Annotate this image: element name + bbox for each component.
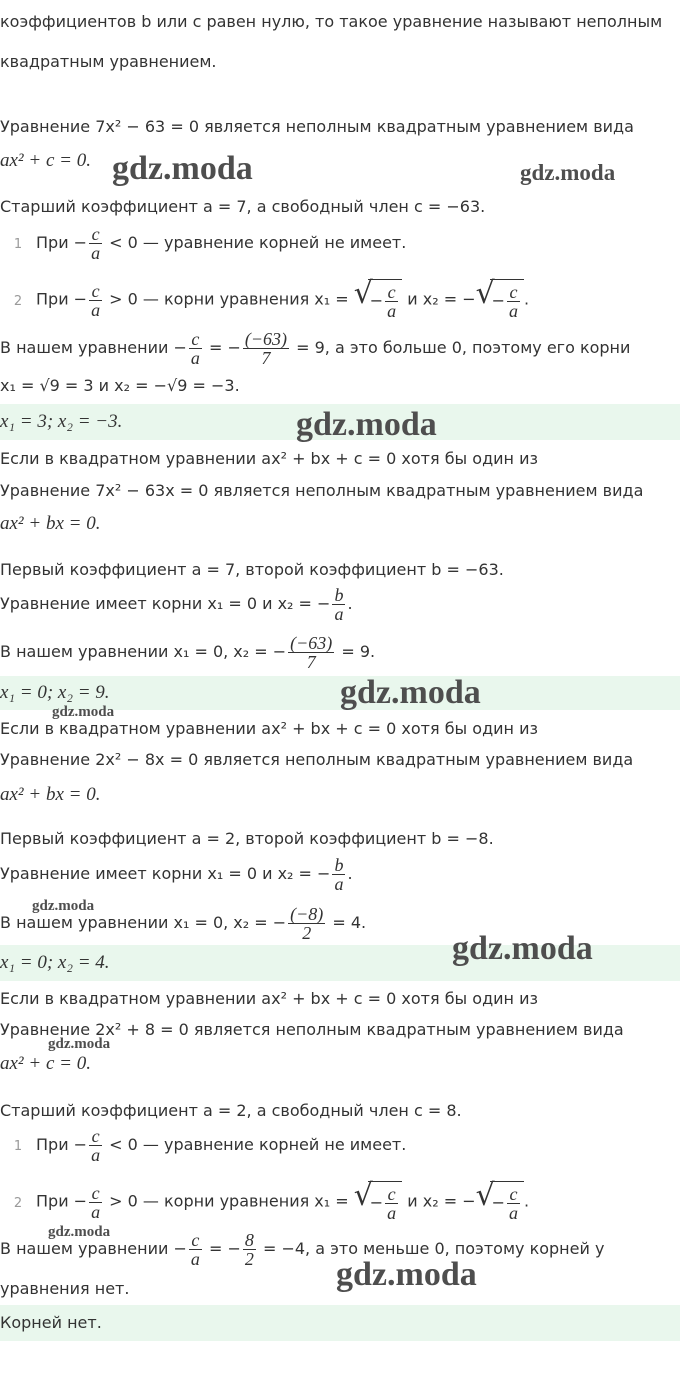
task1-equation-line: Уравнение 7x² − 63 = 0 является неполным квадратным уравнением вида [0,117,634,136]
task2-calculation: В нашем уравнении x₁ = 0, x₂ = − $\frac{(-63)}{7}$ = 9. [0,633,376,672]
task4-item-2: 2 При − $\frac{c}{a}$ > 0 — корни уравнения x₁ = √ − $\frac{c}{a}$ и x₂ = −√ − $\frac{c}{a}$ . [0,1181,529,1224]
square-root: √ − $\frac{c}{a}$ [490,279,524,321]
task1-roots: x₁ = √9 = 3 и x₂ = −√9 = −3. [0,376,240,395]
watermark: gdz.moda [112,150,253,187]
list-number: 2 [13,1195,23,1211]
task1-form: ax² + c = 0. [0,150,91,171]
watermark: gdz.moda [296,406,437,443]
watermark: gdz.moda [520,160,616,185]
list-number: 1 [13,1139,23,1154]
task1-coefficients: Старший коэффициент a = 7, а свободный член c = −63. [0,197,486,216]
task1-answer: x₁ = 3; x₂ = −3. [0,411,123,432]
fraction: $\frac{c}{a}$ [91,280,101,320]
watermark: gdz.moda [48,1036,111,1052]
watermark: gdz.moda [340,674,481,711]
list-number: 1 [13,237,23,252]
watermark: gdz.moda [52,704,115,720]
fraction: $\frac{c}{a}$ [91,224,101,263]
task2-equation-line: Уравнение 7x² − 63x = 0 является неполным квадратным уравнением вида [0,481,644,500]
task4-calculation: В нашем уравнении − $\frac{c}{a}$ = − $\frac{8}{2}$ = −4, а это меньше 0, поэтому корней у [0,1230,605,1269]
task4-answer-box [0,1305,680,1341]
task3-answer: x₁ = 0; x₂ = 4. [0,952,110,973]
task4-item-1: 1 При − $\frac{c}{a}$ < 0 — уравнение корней не имеет. [0,1126,406,1166]
task4-form: ax² + c = 0. [0,1053,91,1074]
intro-line-1: коэффициентов b или c равен нулю, то такое уравнение называют неполным [0,12,663,31]
task1-calculation: В нашем уравнении − $\frac{c}{a}$ = − $\frac{(-63)}{7}$ = 9, а это больше 0, поэтому его корни [0,329,631,368]
intro-line-2: квадратным уравнением. [0,52,217,71]
square-root: √ − $\frac{c}{a}$ [368,1181,402,1223]
task4-equation-line: Уравнение 2x² + 8 = 0 является неполным квадратным уравнением вида [0,1020,624,1039]
watermark: gdz.moda [336,1256,477,1293]
task1-item-1: 1 При − $\frac{c}{a}$ < 0 — уравнение корней не имеет. [0,224,406,264]
task2-form: ax² + bx = 0. [0,513,101,534]
task3-form: ax² + bx = 0. [0,784,101,805]
task4-calculation-line-2: уравнения нет. [0,1279,130,1298]
task3-coefficients: Первый коэффициент a = 2, второй коэффициент b = −8. [0,829,494,848]
task1-item-2: 2 При − $\frac{c}{a}$ > 0 — корни уравнения x₁ = √ − $\frac{c}{a}$ и x₂ = −√ − $\frac{c}{a}$ . [0,279,529,322]
square-root: √ − $\frac{c}{a}$ [490,1181,524,1223]
square-root: √ − $\frac{c}{a}$ [368,279,402,321]
watermark: gdz.moda [32,898,95,914]
task2-answer: x₁ = 0; x₂ = 9. [0,682,110,703]
task3-calculation: В нашем уравнении x₁ = 0, x₂ = − $\frac{(-8)}{2}$ = 4. [0,904,367,943]
task2-roots: Уравнение имеет корни x₁ = 0 и x₂ = − $\frac{b}{a}$ . [0,585,353,624]
task4-answer: Корней нет. [0,1313,102,1332]
watermark: gdz.moda [48,1224,111,1240]
list-number: 2 [13,293,23,309]
watermark: gdz.moda [452,930,593,967]
fraction: $\frac{c}{a}$ [91,1182,101,1222]
task2-coefficients: Первый коэффициент a = 7, второй коэффициент b = −63. [0,560,504,579]
task4-condition: Если в квадратном уравнении ax² + bx + c = 0 хотя бы один из [0,989,538,1008]
task3-roots: Уравнение имеет корни x₁ = 0 и x₂ = − $\frac{b}{a}$ . [0,855,353,894]
fraction: $\frac{c}{a}$ [91,1126,101,1165]
task3-equation-line: Уравнение 2x² − 8x = 0 является неполным квадратным уравнением вида [0,750,634,769]
task4-coefficients: Старший коэффициент a = 2, а свободный член c = 8. [0,1101,462,1120]
task3-condition: Если в квадратном уравнении ax² + bx + c = 0 хотя бы один из [0,719,538,738]
task2-condition: Если в квадратном уравнении ax² + bx + c = 0 хотя бы один из [0,449,538,468]
